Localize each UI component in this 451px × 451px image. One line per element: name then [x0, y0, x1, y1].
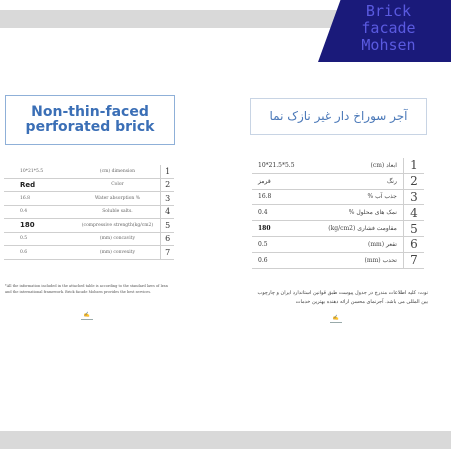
row-number: 4: [161, 205, 174, 219]
row-property: ابعاد (cm): [313, 158, 403, 173]
row-value: 0.6: [252, 252, 313, 268]
row-number: 7: [161, 246, 174, 260]
row-property: Water absorption %: [75, 192, 161, 206]
signature-icon: ✍: [330, 315, 342, 323]
row-property: نمک های محلول %: [313, 205, 403, 221]
english-footnote: *All the information included in the attached table is according to the standard laws of Iran and the international framework. Brick facade Mohsen provides the best services.: [5, 284, 168, 294]
brand-line-2: facade: [361, 19, 416, 37]
table-row: [252, 173, 424, 189]
table-row: [4, 205, 174, 219]
brand-line-3: Mohsen: [361, 36, 416, 54]
table-row: [4, 178, 174, 192]
bottom-divider-bar: [0, 431, 451, 449]
row-number: 7: [403, 252, 424, 268]
row-number: 2: [403, 173, 424, 189]
row-number: 2: [161, 178, 174, 192]
row-number: 6: [161, 232, 174, 246]
row-number: 3: [403, 189, 424, 205]
table-row: [4, 165, 174, 178]
row-property: (mm) convexity: [75, 246, 161, 260]
row-value: 0.5: [252, 236, 313, 252]
signature-icon: ✍: [81, 312, 93, 320]
persian-spec-table: [252, 158, 424, 269]
row-property: جذب آب %: [313, 189, 403, 205]
row-number: 5: [161, 219, 174, 233]
row-property: Soluble salts.: [75, 205, 161, 219]
english-spec-table: [4, 165, 174, 260]
row-value: 0.5: [4, 232, 75, 246]
row-number: 4: [403, 205, 424, 221]
row-number: 6: [403, 236, 424, 252]
table-row: [252, 221, 424, 237]
row-value: 10*21*5.5: [4, 165, 75, 178]
row-property: (compressive strength(kg/cm2): [75, 219, 161, 233]
table-row: [252, 236, 424, 252]
table-row: [4, 192, 174, 206]
row-number: 3: [161, 192, 174, 206]
table-row: [252, 189, 424, 205]
row-property: رنگ: [313, 173, 403, 189]
row-value: 16.8: [4, 192, 75, 206]
persian-footnote: نوت: کلیه اطلاعات مندرج در جدول پیوست طبق قوانین استاندارد ایران و چارچوب بین المللی می باشد. آجرنمای محسن ارائه دهنده بهترین خدمات: [257, 290, 428, 305]
row-property: مقاومت فشاری (kg/cm2): [313, 221, 403, 237]
row-value: 0.4: [252, 205, 313, 221]
row-value: Red: [4, 178, 75, 192]
row-property: تقعر (mm): [313, 236, 403, 252]
table-row: [252, 205, 424, 221]
row-property: تحدب (mm): [313, 252, 403, 268]
brand-line-1: Brick: [365, 2, 412, 20]
row-number: 1: [161, 165, 174, 178]
row-property: (cm) dimension: [75, 165, 161, 178]
row-number: 5: [403, 221, 424, 237]
row-number: 1: [403, 158, 424, 173]
row-value: 180: [4, 219, 75, 233]
row-value: قرمز: [252, 173, 313, 189]
table-row: [4, 246, 174, 260]
persian-title: آجر سوراخ دار غیر نازک نما: [250, 98, 427, 135]
brand-logo-text: [326, 3, 451, 54]
table-row: [252, 252, 424, 268]
row-property: Color: [75, 178, 161, 192]
table-row: [4, 232, 174, 246]
english-title: Non-thin-faced perforated brick: [5, 95, 175, 145]
row-value: 0.6: [4, 246, 75, 260]
row-value: 180: [252, 221, 313, 237]
row-value: 16.8: [252, 189, 313, 205]
row-value: 10*21.5*5.5: [252, 158, 313, 173]
row-value: 0.4: [4, 205, 75, 219]
row-property: (mm) concavity: [75, 232, 161, 246]
table-row: [252, 158, 424, 173]
table-row: [4, 219, 174, 233]
